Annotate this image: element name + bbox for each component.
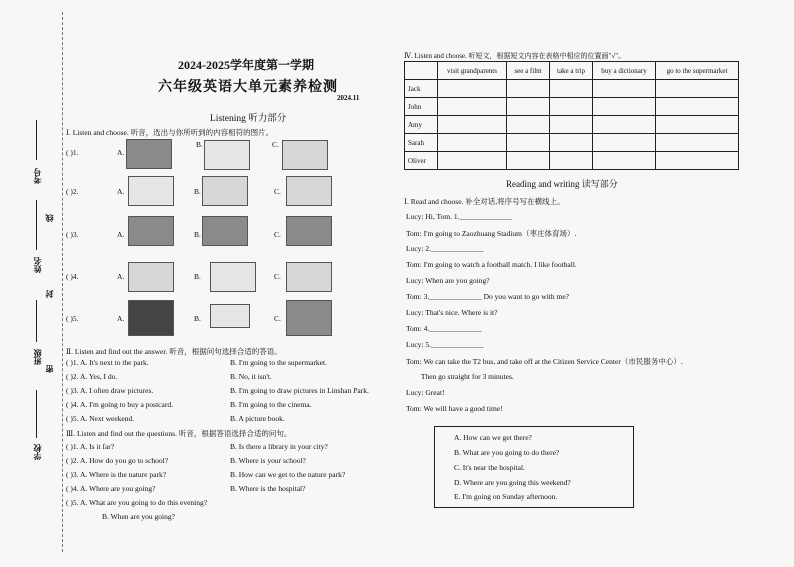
part3-q2-b: B. Where is your school? — [230, 456, 306, 465]
part1-q5-b-label: B. — [194, 314, 201, 323]
dialogue-line-9: Lucy: 5.______________ — [406, 340, 484, 349]
school-line — [36, 390, 37, 438]
option-a: A. How can we get there? — [454, 433, 532, 442]
part2-q2-a: ( )2. A. Yes, I do. — [66, 372, 118, 381]
table-row — [405, 134, 739, 152]
row-name: Sarah — [405, 134, 438, 152]
part3-heading: Ⅲ. Listen and find out the questions. 听音，根据答语选择合适的问句。 — [66, 429, 292, 438]
part1-q5-a-label: A. — [117, 314, 125, 323]
part3-q1-b: B. Is there a library in your city? — [230, 442, 328, 451]
answer-cell[interactable] — [438, 98, 507, 116]
row-name: Oliver — [405, 152, 438, 170]
part3-q5-a: ( )5. A. What are you going to do this evening? — [66, 498, 208, 507]
exam-term-title: 2024-2025学年度第一学期 — [178, 58, 314, 72]
dialogue-line-7: Lucy: That's nice. Where is it? — [406, 308, 498, 317]
part1-q3-c-label: C. — [274, 230, 281, 239]
answer-cell[interactable] — [507, 80, 550, 98]
dialogue-line-2: Tom: I'm going to Zaozhuang Stadium（枣庄体育场）. — [406, 229, 577, 238]
option-b: B. What are you going to do there? — [454, 448, 560, 457]
part1-q1-c-label: C. — [272, 140, 279, 149]
answer-cell[interactable] — [656, 98, 739, 116]
reading-section-title: Reading and writing 读写部分 — [506, 179, 618, 189]
stamp-picture — [210, 304, 250, 328]
hospital-building-picture — [210, 262, 256, 292]
table-header-cell: buy a dictionary — [593, 62, 656, 80]
part2-q5-b: B. A picture book. — [230, 414, 285, 423]
part3-q5-b: B. When are you going? — [102, 512, 175, 521]
school-label: 学校 — [33, 444, 42, 460]
dialogue-line-3: Lucy: 2.______________ — [406, 244, 484, 253]
gps-device-picture — [286, 176, 332, 206]
part3-q3-a: ( )3. A. Where is the nature park? — [66, 470, 167, 479]
name-line — [36, 200, 37, 250]
part1-heading: Ⅰ. Listen and choose. 听音，选出与你所听到的内容相符的图片。 — [66, 128, 274, 137]
dialogue-line-11: Then go straight for 3 minutes. — [406, 372, 514, 381]
dialogue-line-8: Tom: 4.______________ — [406, 324, 482, 333]
street-map-picture — [202, 176, 248, 206]
answer-cell[interactable] — [507, 98, 550, 116]
seal-word-seal: 封 — [45, 290, 54, 298]
part1-q2-b-label: B. — [194, 187, 201, 196]
part1-q3-number: ( )3. — [66, 230, 79, 239]
answer-cell[interactable] — [438, 134, 507, 152]
crossroads-picture — [202, 216, 248, 246]
part1-q4-number: ( )4. — [66, 272, 79, 281]
row-name: Amy — [405, 116, 438, 134]
plane-picture — [204, 140, 250, 170]
part1-q2-number: ( )2. — [66, 187, 79, 196]
table-header-cell: take a trip — [550, 62, 593, 80]
part2-q3-b: B. I'm going to draw pictures in Linshan Park. — [230, 386, 369, 395]
part2-q4-b: B. I'm going to the cinema. — [230, 400, 312, 409]
answer-cell[interactable] — [656, 134, 739, 152]
dialogue-line-1: Lucy: Hi, Tom. 1.______________ — [406, 212, 512, 221]
seal-word-line: 线 — [45, 214, 54, 222]
part1-q2-a-label: A. — [117, 187, 125, 196]
table-header-cell — [405, 62, 438, 80]
dialogue-line-13: Tom: We will have a good time! — [406, 404, 503, 413]
turn-right-road-picture — [286, 216, 332, 246]
part4-heading: Ⅳ. Listen and choose. 听短文，根据短文内容在表格中相应的位置画"√"。 — [404, 52, 626, 60]
exam-number-line — [36, 120, 37, 160]
part2-q1-a: ( )1. A. It's next to the park. — [66, 358, 149, 367]
part1-q5-number: ( )5. — [66, 314, 79, 323]
answer-cell[interactable] — [656, 80, 739, 98]
dialogue-line-4: Tom: I'm going to watch a football match. I like football. — [406, 260, 577, 269]
dialogue-line-10: Tom: We can take the T2 bus, and take off at the Citizen Service Center（市民服务中心）. — [406, 357, 683, 366]
binding-strip — [0, 0, 58, 567]
ship-picture — [282, 140, 328, 170]
answer-cell[interactable] — [550, 152, 593, 170]
exam-number-label: 考号 — [33, 168, 42, 184]
table-header-cell: see a film — [507, 62, 550, 80]
part3-q4-a: ( )4. A. Where are you going? — [66, 484, 156, 493]
part2-q1-b: B. I'm going to the supermarket. — [230, 358, 327, 367]
part2-q5-a: ( )5. A. Next weekend. — [66, 414, 135, 423]
answer-cell[interactable] — [550, 134, 593, 152]
answer-cell[interactable] — [438, 80, 507, 98]
class-line — [36, 300, 37, 342]
answer-cell[interactable] — [550, 80, 593, 98]
train-picture — [126, 139, 172, 169]
part1-q2-c-label: C. — [274, 187, 281, 196]
name-label: 姓名 — [33, 257, 42, 273]
table-row — [405, 80, 739, 98]
answer-cell[interactable] — [507, 152, 550, 170]
answer-cell[interactable] — [593, 98, 656, 116]
part1-q1-a-label: A. — [117, 148, 125, 157]
part3-q1-a: ( )1. A. Is it far? — [66, 442, 115, 451]
answer-cell[interactable] — [438, 152, 507, 170]
table-header-cell: visit grandparents — [438, 62, 507, 80]
part1-q4-b-label: B. — [194, 272, 201, 281]
part1-q3-b-label: B. — [194, 230, 201, 239]
part2-q4-a: ( )4. A. I'm going to buy a postcard. — [66, 400, 173, 409]
part1-q4-c-label: C. — [274, 272, 281, 281]
row-name: John — [405, 98, 438, 116]
option-d: D. Where are you going this weekend? — [454, 478, 571, 487]
part1-q5-c-label: C. — [274, 314, 281, 323]
part3-q2-a: ( )2. A. How do you go to school? — [66, 456, 169, 465]
museum-picture — [286, 300, 332, 336]
part3-q4-b: B. Where is the hospital? — [230, 484, 306, 493]
table-row — [405, 152, 739, 170]
option-e: E. I'm going on Sunday afternoon. — [454, 492, 558, 501]
answer-cell[interactable] — [656, 116, 739, 134]
part1-q1-b-label: B. — [196, 140, 203, 149]
answer-cell[interactable] — [550, 116, 593, 134]
activity-table — [404, 61, 739, 170]
part1-q3-a-label: A. — [117, 230, 125, 239]
post-office-picture — [286, 262, 332, 292]
exam-main-title: 六年级英语大单元素养检测 — [158, 80, 338, 95]
answer-cell[interactable] — [656, 152, 739, 170]
answer-cell[interactable] — [593, 134, 656, 152]
bookstore-picture — [128, 300, 174, 336]
cut-line — [62, 12, 63, 552]
table-row — [405, 116, 739, 134]
answer-cell[interactable] — [438, 116, 507, 134]
answer-cell[interactable] — [507, 134, 550, 152]
answer-cell[interactable] — [593, 80, 656, 98]
exam-date: 2024.11 — [337, 94, 360, 102]
turn-left-road-picture — [128, 216, 174, 246]
part1-q4-a-label: A. — [117, 272, 125, 281]
dialogue-line-6: Tom: 3.______________ Do you want to go with me? — [406, 292, 570, 301]
answer-cell[interactable] — [550, 98, 593, 116]
answer-cell[interactable] — [593, 152, 656, 170]
compass-picture — [128, 176, 174, 206]
option-c: C. It's near the hospital. — [454, 463, 525, 472]
row-name: Jack — [405, 80, 438, 98]
class-label: 班级 — [33, 349, 42, 365]
listening-section-title: Listening 听力部分 — [210, 114, 287, 124]
dialogue-line-5: Lucy: When are you going? — [406, 276, 490, 285]
part2-q3-a: ( )3. A. I often draw pictures. — [66, 386, 154, 395]
shop-building-picture — [128, 262, 174, 292]
table-header-row — [405, 62, 739, 80]
table-row — [405, 98, 739, 116]
answer-cell[interactable] — [507, 116, 550, 134]
part2-q2-b: B. No, it isn't. — [230, 372, 272, 381]
table-header-cell: go to the supermarket — [656, 62, 739, 80]
reading-part1-heading: Ⅰ. Read and choose. 补全对话,将序号写在横线上。 — [404, 197, 565, 206]
seal-word-secret: 密 — [45, 365, 54, 373]
answer-cell[interactable] — [593, 116, 656, 134]
part2-heading: Ⅱ. Listen and find out the answer. 听音，根据问句选择合适的答语。 — [66, 347, 282, 356]
dialogue-line-12: Lucy: Great! — [406, 388, 445, 397]
part1-q1-number: ( )1. — [66, 148, 79, 157]
part3-q3-b: B. How can we get to the nature park? — [230, 470, 346, 479]
